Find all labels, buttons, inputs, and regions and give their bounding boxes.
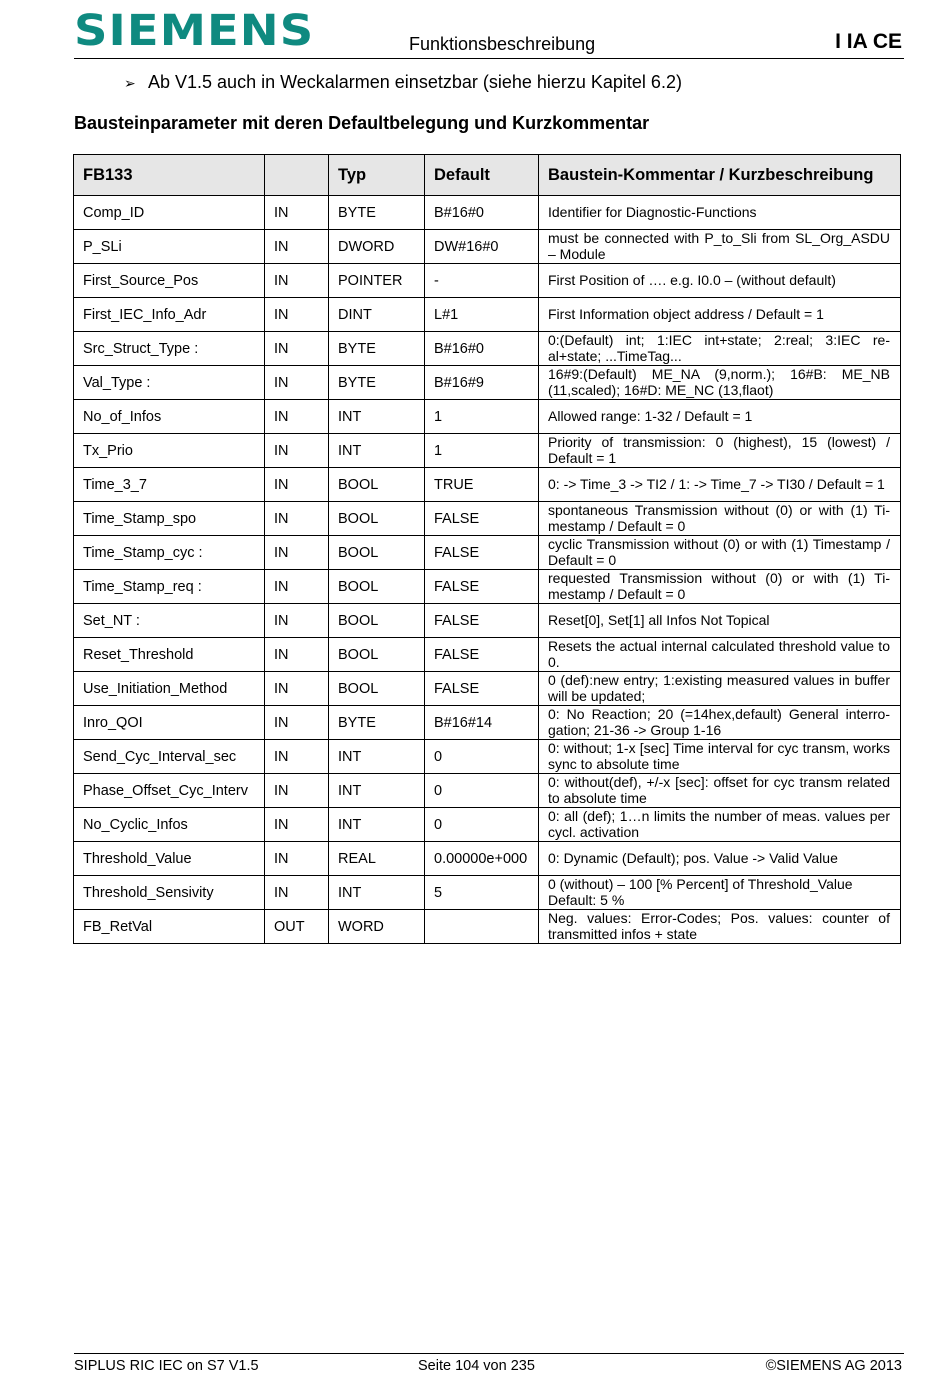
default-cell: L#1 xyxy=(425,298,539,332)
direction-cell: IN xyxy=(265,876,329,910)
parameter-name-cell: Src_Struct_Type : xyxy=(74,332,265,366)
table-row xyxy=(74,808,901,842)
description-cell: First Position of …. e.g. I0.0 – (without default) xyxy=(539,264,901,298)
table-row xyxy=(74,774,901,808)
table-row xyxy=(74,332,901,366)
default-cell: B#16#0 xyxy=(425,332,539,366)
direction-cell: IN xyxy=(265,468,329,502)
table-row xyxy=(74,264,901,298)
default-cell: 1 xyxy=(425,434,539,468)
parameter-name-cell: Threshold_Value xyxy=(74,842,265,876)
direction-cell: IN xyxy=(265,366,329,400)
description-cell: spontaneous Transmission without (0) or with (1) Ti-mestamp / Default = 0 xyxy=(539,502,901,536)
table-row xyxy=(74,536,901,570)
table-row xyxy=(74,400,901,434)
direction-cell: IN xyxy=(265,230,329,264)
default-cell: 5 xyxy=(425,876,539,910)
default-cell: FALSE xyxy=(425,570,539,604)
description-cell: 0 (def):new entry; 1:existing measured values in buffer will be updated; xyxy=(539,672,901,706)
table-row xyxy=(74,196,901,230)
parameter-name-cell: First_IEC_Info_Adr xyxy=(74,298,265,332)
description-cell: First Information object address / Default = 1 xyxy=(539,298,901,332)
direction-cell: IN xyxy=(265,332,329,366)
type-cell: BYTE xyxy=(329,706,425,740)
default-cell: B#16#9 xyxy=(425,366,539,400)
direction-cell: IN xyxy=(265,570,329,604)
parameter-name-cell: Threshold_Sensivity xyxy=(74,876,265,910)
direction-cell: IN xyxy=(265,400,329,434)
parameter-name-cell: Set_NT : xyxy=(74,604,265,638)
direction-cell: IN xyxy=(265,604,329,638)
table-row xyxy=(74,468,901,502)
direction-cell: IN xyxy=(265,502,329,536)
type-cell: INT xyxy=(329,876,425,910)
parameter-name-cell: No_of_Infos xyxy=(74,400,265,434)
type-cell: BYTE xyxy=(329,196,425,230)
default-cell: FALSE xyxy=(425,604,539,638)
parameter-name-cell: Tx_Prio xyxy=(74,434,265,468)
table-row xyxy=(74,638,901,672)
direction-cell: IN xyxy=(265,264,329,298)
table-row xyxy=(74,876,901,910)
direction-cell: IN xyxy=(265,298,329,332)
parameter-name-cell: Val_Type : xyxy=(74,366,265,400)
description-cell: 0:(Default) int; 1:IEC int+state; 2:real; 3:IEC re-al+state; ...TimeTag... xyxy=(539,332,901,366)
type-cell: INT xyxy=(329,434,425,468)
default-cell: 1 xyxy=(425,400,539,434)
parameter-name-cell: Inro_QOI xyxy=(74,706,265,740)
table-row xyxy=(74,604,901,638)
description-cell: Priority of transmission: 0 (highest), 15 (lowest) / Default = 1 xyxy=(539,434,901,468)
table-row xyxy=(74,230,901,264)
default-cell: B#16#14 xyxy=(425,706,539,740)
parameter-name-cell: Reset_Threshold xyxy=(74,638,265,672)
table-row xyxy=(74,366,901,400)
default-cell: DW#16#0 xyxy=(425,230,539,264)
column-header: Default xyxy=(425,155,539,196)
type-cell: BYTE xyxy=(329,366,425,400)
description-cell: Identifier for Diagnostic-Functions xyxy=(539,196,901,230)
default-cell: B#16#0 xyxy=(425,196,539,230)
direction-cell: IN xyxy=(265,196,329,230)
parameter-table xyxy=(73,154,901,944)
description-cell: Neg. values: Error-Codes; Pos. values: counter of transmitted infos + state xyxy=(539,910,901,944)
description-cell: requested Transmission without (0) or with (1) Ti-mestamp / Default = 0 xyxy=(539,570,901,604)
type-cell: BOOL xyxy=(329,502,425,536)
section-title: Bausteinparameter mit deren Defaultbelegung und Kurzkommentar xyxy=(74,113,650,133)
description-cell: Resets the actual internal calculated threshold value to 0. xyxy=(539,638,901,672)
table-row xyxy=(74,570,901,604)
description-cell: 0: without; 1-x [sec] Time interval for cyc transm, works sync to absolute time xyxy=(539,740,901,774)
type-cell: INT xyxy=(329,740,425,774)
type-cell: INT xyxy=(329,774,425,808)
default-cell: FALSE xyxy=(425,536,539,570)
parameter-name-cell: Send_Cyc_Interval_sec xyxy=(74,740,265,774)
default-cell: 0.00000e+000 xyxy=(425,842,539,876)
description-cell: Allowed range: 1-32 / Default = 1 xyxy=(539,400,901,434)
parameter-name-cell: Use_Initiation_Method xyxy=(74,672,265,706)
table-row xyxy=(74,910,901,944)
parameter-name-cell: Time_Stamp_req : xyxy=(74,570,265,604)
table-row xyxy=(74,740,901,774)
page-header xyxy=(74,8,904,59)
footer-page-number: Seite 104 von 235 xyxy=(418,1358,535,1374)
default-cell: 0 xyxy=(425,774,539,808)
table-row xyxy=(74,706,901,740)
type-cell: DINT xyxy=(329,298,425,332)
description-cell: 0 (without) – 100 [% Percent] of Threshold_Value Default: 5 % xyxy=(539,876,901,910)
parameter-name-cell: Time_Stamp_cyc : xyxy=(74,536,265,570)
footer-copyright: ©SIEMENS AG 2013 xyxy=(765,1358,902,1374)
direction-cell: IN xyxy=(265,808,329,842)
type-cell: BYTE xyxy=(329,332,425,366)
default-cell xyxy=(425,910,539,944)
description-cell: must be connected with P_to_Sli from SL_Org_ASDU – Module xyxy=(539,230,901,264)
column-header xyxy=(265,155,329,196)
bullet-text: Ab V1.5 auch in Weckalarmen einsetzbar (siehe hierzu Kapitel 6.2) xyxy=(148,72,682,92)
bullet-item xyxy=(124,72,682,93)
column-header: Baustein-Kommentar / Kurzbeschreibung xyxy=(539,155,901,196)
document-type: Funktionsbeschreibung xyxy=(409,34,596,54)
direction-cell: IN xyxy=(265,842,329,876)
parameter-name-cell: Comp_ID xyxy=(74,196,265,230)
description-cell: 0: No Reaction; 20 (=14hex,default) General interro-gation; 21-36 -> Group 1-16 xyxy=(539,706,901,740)
type-cell: BOOL xyxy=(329,570,425,604)
parameter-name-cell: FB_RetVal xyxy=(74,910,265,944)
department-label: I IA CE xyxy=(835,30,902,53)
column-header: Typ xyxy=(329,155,425,196)
type-cell: POINTER xyxy=(329,264,425,298)
siemens-logo: SIEMENS xyxy=(74,6,315,56)
direction-cell: IN xyxy=(265,434,329,468)
type-cell: BOOL xyxy=(329,638,425,672)
type-cell: INT xyxy=(329,400,425,434)
description-cell: cyclic Transmission without (0) or with (1) Timestamp / Default = 0 xyxy=(539,536,901,570)
type-cell: BOOL xyxy=(329,604,425,638)
direction-cell: IN xyxy=(265,536,329,570)
type-cell: BOOL xyxy=(329,468,425,502)
direction-cell: IN xyxy=(265,672,329,706)
table-row xyxy=(74,672,901,706)
table-header-row xyxy=(74,155,901,196)
direction-cell: OUT xyxy=(265,910,329,944)
parameter-name-cell: Phase_Offset_Cyc_Interv xyxy=(74,774,265,808)
table-body xyxy=(74,196,901,944)
arrow-bullet-icon: ➢ xyxy=(124,75,136,91)
column-header: FB133 xyxy=(74,155,265,196)
description-cell: 16#9:(Default) ME_NA (9,norm.); 16#B: ME_NB (11,scaled); 16#D: ME_NC (13,flaot) xyxy=(539,366,901,400)
default-cell: TRUE xyxy=(425,468,539,502)
default-cell: FALSE xyxy=(425,502,539,536)
type-cell: WORD xyxy=(329,910,425,944)
direction-cell: IN xyxy=(265,638,329,672)
table-row xyxy=(74,502,901,536)
default-cell: 0 xyxy=(425,740,539,774)
footer-product: SIPLUS RIC IEC on S7 V1.5 xyxy=(74,1358,259,1374)
description-cell: 0: without(def), +/-x [sec]: offset for cyc transm related to absolute time xyxy=(539,774,901,808)
table-row xyxy=(74,842,901,876)
direction-cell: IN xyxy=(265,706,329,740)
parameter-name-cell: No_Cyclic_Infos xyxy=(74,808,265,842)
page-footer xyxy=(74,1353,904,1386)
description-cell: 0: -> Time_3 -> TI2 / 1: -> Time_7 -> TI30 / Default = 1 xyxy=(539,468,901,502)
type-cell: BOOL xyxy=(329,672,425,706)
parameter-name-cell: P_SLi xyxy=(74,230,265,264)
parameter-name-cell: First_Source_Pos xyxy=(74,264,265,298)
default-cell: FALSE xyxy=(425,638,539,672)
type-cell: BOOL xyxy=(329,536,425,570)
parameter-name-cell: Time_3_7 xyxy=(74,468,265,502)
description-cell: 0: Dynamic (Default); pos. Value -> Valid Value xyxy=(539,842,901,876)
direction-cell: IN xyxy=(265,774,329,808)
type-cell: REAL xyxy=(329,842,425,876)
default-cell: FALSE xyxy=(425,672,539,706)
description-cell: 0: all (def); 1…n limits the number of meas. values per cycl. activation xyxy=(539,808,901,842)
type-cell: INT xyxy=(329,808,425,842)
type-cell: DWORD xyxy=(329,230,425,264)
parameter-name-cell: Time_Stamp_spo xyxy=(74,502,265,536)
description-cell: Reset[0], Set[1] all Infos Not Topical xyxy=(539,604,901,638)
table-row xyxy=(74,298,901,332)
table-row xyxy=(74,434,901,468)
direction-cell: IN xyxy=(265,740,329,774)
default-cell: 0 xyxy=(425,808,539,842)
default-cell: - xyxy=(425,264,539,298)
